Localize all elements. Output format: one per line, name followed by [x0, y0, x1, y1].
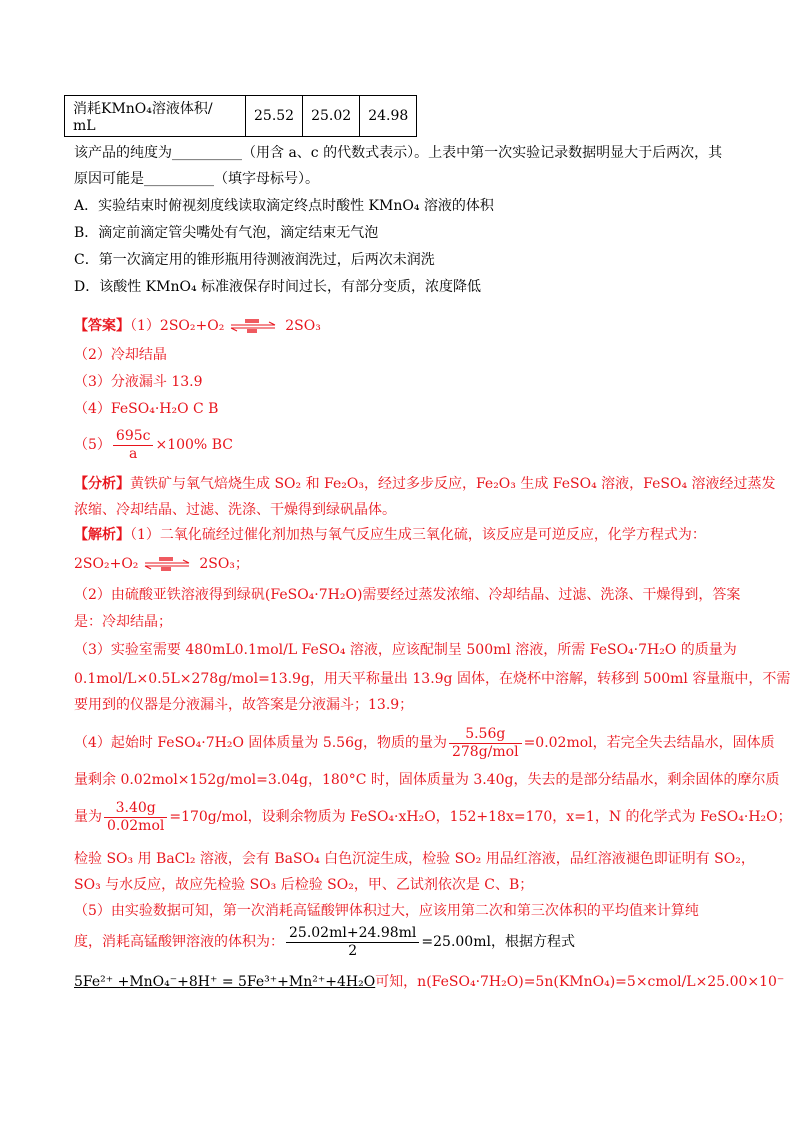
solution-equation-1 — [74, 554, 249, 574]
solution-line: 是：冷却结晶； — [74, 614, 172, 630]
s4c-fraction — [104, 800, 167, 835]
solution-tag: 【解析】 — [74, 527, 130, 543]
question-line: 该产品的纯度为__________（用含 a、c 的代数式表示）。上表中第一次实验记录数据明显大于后两次，其 — [74, 145, 723, 161]
option-a: A．实验结束时俯视刻度线读取滴定终点时酸性 KMnO₄ 溶液的体积 — [74, 198, 494, 214]
fraction-denominator: 2 — [348, 942, 358, 959]
table-label-cell: 消耗KMnO₄溶液体积/ mL — [65, 96, 246, 137]
answer-line-1 — [74, 316, 321, 336]
s4c-suffix: =170g/mol，设剩余物质为 FeSO₄·xH₂O，152+18x=170，x=1，N 的化学式为 FeSO₄·H₂O； — [169, 809, 792, 825]
answer-1-prefix: （1）2SO₂+O₂ — [130, 318, 225, 334]
solution-line-5b — [74, 921, 575, 963]
s5c-suffix: 可知，n(FeSO₄·7H₂O)=5n(KMnO₄)=5×cmol/L×25.00×10⁻ — [375, 974, 785, 990]
solution-line: （5）由实验数据可知，第一次消耗高锰酸钾体积过大，应该用第二次和第三次体积的平均值来计算纯 — [74, 903, 699, 919]
analysis-line-2: 浓缩、冷却结晶、过滤、洗涤、干燥得到绿矾晶体。 — [74, 502, 396, 518]
answer-tag: 【答案】 — [74, 318, 130, 334]
data-table — [64, 95, 417, 137]
reversible-arrow-icon — [229, 318, 277, 334]
solution-line-1 — [74, 525, 706, 545]
answer-line-5 — [74, 424, 233, 466]
option-d: D．该酸性 KMnO₄ 标准液保存时间过长，有部分变质，浓度降低 — [74, 279, 482, 295]
s5b-fraction — [286, 925, 419, 960]
option-c: C．第一次滴定用的锥形瓶用待测液润洗过，后两次未润洗 — [74, 252, 435, 268]
solution-line: 0.1mol/L×0.5L×278g/mol=13.9g，用天平称量出 13.9g 固体，在烧杯中溶解，转移到 500ml 容量瓶中，不需 — [74, 671, 791, 687]
answer-5-prefix: （5） — [74, 437, 111, 453]
table-value-cell: 25.02 — [303, 96, 360, 137]
solution-line: SO₃ 与水反应，故应先检验 SO₃ 后检验 SO₂，甲、乙试剂依次是 C、B； — [74, 877, 534, 893]
analysis-line-1 — [74, 474, 776, 494]
fraction-denominator: 278g/mol — [451, 743, 519, 760]
s5b-suffix: =25.00ml，根据方程式 — [421, 934, 575, 950]
solution-line-4a — [74, 722, 775, 764]
solution-line: 要用到的仪器是分液漏斗，故答案是分液漏斗；13.9； — [74, 697, 414, 713]
fraction-numerator: 25.02ml+24.98ml — [286, 925, 419, 943]
answer-line-4: （4）FeSO₄·H₂O C B — [74, 401, 219, 417]
solution-line-4c — [74, 796, 792, 838]
table-value-cell: 25.52 — [246, 96, 303, 137]
answer-5-fraction — [113, 428, 154, 463]
solution-text: （1）二氧化硫经过催化剂加热与氧气反应生成三氧化硫，该反应是可逆反应，化学方程式为： — [130, 527, 706, 543]
question-line: 原因可能是__________（填字母标号）。 — [74, 171, 319, 187]
analysis-tag: 【分析】 — [74, 476, 130, 492]
fraction-denominator: 0.02mol — [107, 817, 165, 834]
reversible-arrow-icon — [143, 556, 191, 572]
equation-suffix: 2SO₃； — [199, 556, 249, 572]
s4c-prefix: 量为 — [74, 809, 102, 825]
solution-line: （2）由硫酸亚铁溶液得到绿矾(FeSO₄·7H₂O)需要经过蒸发浓缩、冷却结晶、过滤、洗涤、干燥得到，答案 — [74, 587, 741, 603]
fraction-denominator: a — [129, 445, 138, 462]
answer-5-suffix: ×100% BC — [155, 437, 233, 453]
solution-line: 检验 SO₃ 用 BaCl₂ 溶液，会有 BaSO₄ 白色沉淀生成，检验 SO₂ 用品红溶液，品红溶液褪色即证明有 SO₂， — [74, 851, 755, 867]
s4a-fraction — [449, 726, 522, 761]
table-row — [65, 96, 417, 137]
equation-prefix: 2SO₂+O₂ — [74, 556, 139, 572]
fraction-numerator: 695c — [113, 428, 154, 446]
solution-line: （3）实验室需要 480mL0.1mol/L FeSO₄ 溶液，应该配制呈 500ml 溶液，所需 FeSO₄·7H₂O 的质量为 — [74, 642, 737, 658]
ionic-equation: 5Fe²⁺ +MnO₄⁻+8H⁺ = 5Fe³⁺+Mn²⁺+4H₂O — [74, 974, 376, 990]
s4a-suffix: =0.02mol，若完全失去结晶水，固体质 — [523, 735, 775, 751]
answer-line-3: （3）分液漏斗 13.9 — [74, 374, 203, 390]
option-b: B．滴定前滴定管尖嘴处有气泡，滴定结束无气泡 — [74, 225, 379, 241]
analysis-text: 黄铁矿与氧气焙烧生成 SO₂ 和 Fe₂O₃，经过多步反应，Fe₂O₃ 生成 FeSO₄ 溶液，FeSO₄ 溶液经过蒸发 — [130, 476, 776, 492]
answer-1-suffix: 2SO₃ — [285, 318, 321, 334]
s5b-prefix: 度，消耗高锰酸钾溶液的体积为： — [74, 934, 284, 950]
solution-line-5c — [74, 972, 784, 992]
solution-line: 量剩余 0.02mol×152g/mol=3.04g，180°C 时，固体质量为 3.40g，失去的是部分结晶水，剩余固体的摩尔质 — [74, 772, 780, 788]
table-value-cell: 24.98 — [360, 96, 417, 137]
answer-line-2: （2）冷却结晶 — [74, 347, 167, 363]
s4a-prefix: （4）起始时 FeSO₄·7H₂O 固体质量为 5.56g，物质的量为 — [74, 735, 447, 751]
fraction-numerator: 3.40g — [104, 800, 167, 818]
fraction-numerator: 5.56g — [449, 726, 522, 744]
